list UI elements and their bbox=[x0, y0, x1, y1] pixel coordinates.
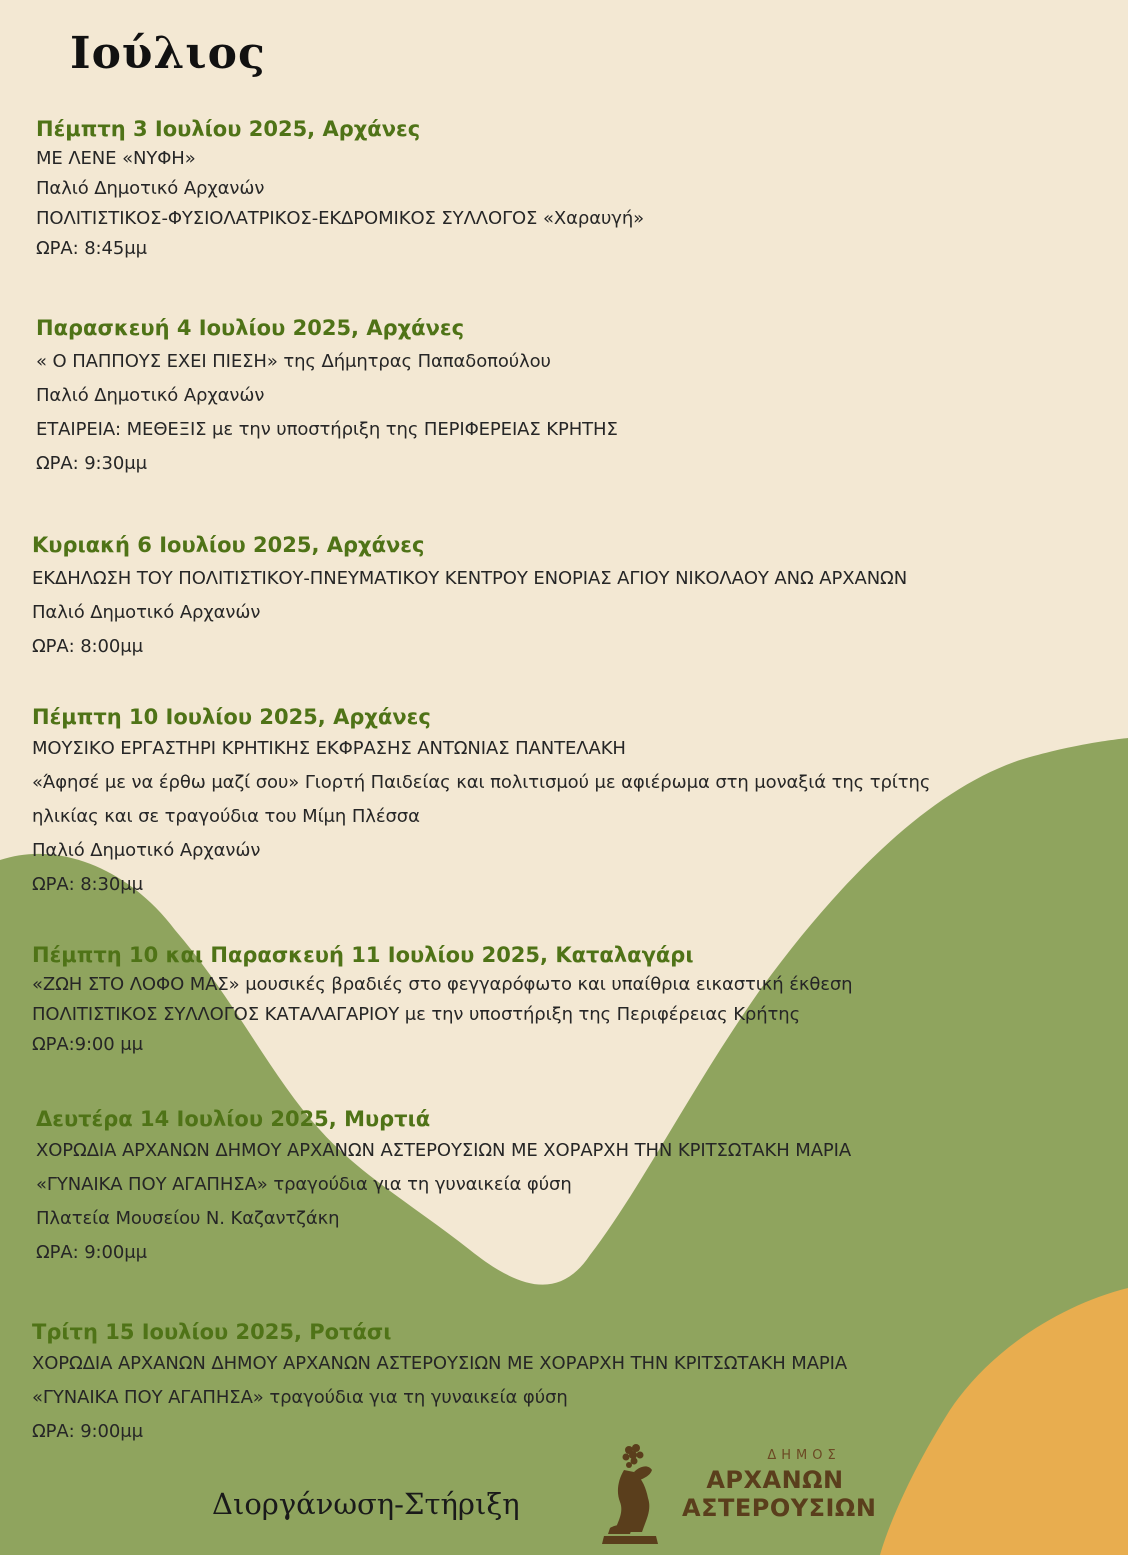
event-venue: Παλιό Δημοτικό Αρχανών bbox=[36, 178, 265, 199]
event-time: ΩΡΑ: 8:30μμ bbox=[32, 874, 143, 895]
event-card bbox=[36, 313, 618, 481]
organizer-label: Διοργάνωση-Στήριξη bbox=[212, 1487, 520, 1521]
event-heading: Παρασκευή 4 Ιουλίου 2025, Αρχάνες bbox=[36, 316, 465, 340]
event-time: ΩΡΑ: 9:00μμ bbox=[36, 1242, 147, 1263]
event-description: «ΓΥΝΑΙΚΑ ΠΟΥ ΑΓΑΠΗΣΑ» τραγούδια για τη γυναικεία φύση bbox=[36, 1174, 572, 1195]
event-venue: Παλιό Δημοτικό Αρχανών bbox=[36, 385, 265, 406]
event-heading: Κυριακή 6 Ιουλίου 2025, Αρχάνες bbox=[32, 533, 425, 557]
event-title: ΕΚΔΗΛΩΣΗ ΤΟΥ ΠΟΛΙΤΙΣΤΙΚΟΥ-ΠΝΕΥΜΑΤΙΚΟΥ ΚΕΝΤΡΟΥ ΕΝΟΡΙΑΣ ΑΓΙΟΥ ΝΙΚΟΛΑΟΥ ΑΝΩ ΑΡΧΑΝΩΝ bbox=[32, 568, 908, 589]
event-description: «ΓΥΝΑΙΚΑ ΠΟΥ ΑΓΑΠΗΣΑ» τραγούδια για τη γυναικεία φύση bbox=[32, 1387, 568, 1408]
event-organizer: ΠΟΛΙΤΙΣΤΙΚΟΣ ΣΥΛΛΟΓΟΣ ΚΑΤΑΛΑΓΑΡΙΟΥ με την υποστήριξη της Περιφέρειας Κρήτης bbox=[32, 1004, 801, 1025]
event-organizer: ΠΟΛΙΤΙΣΤΙΚΟΣ-ΦΥΣΙΟΛΑΤΡΙΚΟΣ-ΕΚΔΡΟΜΙΚΟΣ ΣΥΛΛΟΓΟΣ «Χαραυγή» bbox=[36, 208, 645, 229]
event-heading: Πέμπτη 10 και Παρασκευή 11 Ιουλίου 2025, Καταλαγάρι bbox=[32, 943, 694, 967]
event-card bbox=[32, 530, 907, 664]
event-card bbox=[36, 1104, 851, 1270]
event-heading: Τρίτη 15 Ιουλίου 2025, Ροτάσι bbox=[32, 1320, 392, 1344]
logo-name-line1: ΑΡΧΑΝΩΝ bbox=[706, 1466, 844, 1494]
event-time: ΩΡΑ:9:00 μμ bbox=[32, 1034, 143, 1055]
logo-name-line2: ΑΣΤΕΡΟΥΣΙΩΝ bbox=[682, 1494, 877, 1522]
event-venue: Πλατεία Μουσείου Ν. Καζαντζάκη bbox=[36, 1208, 340, 1229]
event-time: ΩΡΑ: 8:45μμ bbox=[36, 238, 147, 259]
event-title: « Ο ΠΑΠΠΟΥΣ ΕΧΕΙ ΠΙΕΣΗ» της Δήμητρας Παπαδοπούλου bbox=[36, 351, 551, 372]
logo-figure-icon bbox=[596, 1440, 686, 1550]
municipality-logo bbox=[596, 1440, 876, 1550]
event-description: «Άφησέ με να έρθω μαζί σου» Γιορτή Παιδείας και πολιτισμού με αφιέρωμα στη μοναξιά της τρίτης bbox=[32, 772, 931, 793]
event-description: ηλικίας και σε τραγούδια του Μίμη Πλέσσα bbox=[32, 806, 420, 827]
event-card bbox=[32, 940, 853, 1060]
event-title: ΜΟΥΣΙΚΟ ΕΡΓΑΣΤΗΡΙ ΚΡΗΤΙΚΗΣ ΕΚΦΡΑΣΗΣ ΑΝΤΩΝΙΑΣ ΠΑΝΤΕΛΑΚΗ bbox=[32, 738, 626, 759]
event-time: ΩΡΑ: 9:00μμ bbox=[32, 1421, 143, 1442]
event-organizer: ΕΤΑΙΡΕΙΑ: ΜΕΘΕΞΙΣ με την υποστήριξη της ΠΕΡΙΦΕΡΕΙΑΣ ΚΡΗΤΗΣ bbox=[36, 419, 618, 440]
month-title: Ιούλιος bbox=[70, 28, 266, 79]
event-card bbox=[32, 1317, 847, 1449]
event-title: «ΖΩΗ ΣΤΟ ΛΟΦΟ ΜΑΣ» μουσικές βραδιές στο φεγγαρόφωτο και υπαίθρια εικαστική έκθεση bbox=[32, 974, 853, 995]
event-venue: Παλιό Δημοτικό Αρχανών bbox=[32, 602, 261, 623]
event-card bbox=[36, 114, 644, 264]
event-time: ΩΡΑ: 8:00μμ bbox=[32, 636, 143, 657]
event-heading: Δευτέρα 14 Ιουλίου 2025, Μυρτιά bbox=[36, 1107, 431, 1131]
event-title: ΧΟΡΩΔΙΑ ΑΡΧΑΝΩΝ ΔΗΜΟΥ ΑΡΧΑΝΩΝ ΑΣΤΕΡΟΥΣΙΩΝ ΜΕ ΧΟΡΑΡΧΗ ΤΗΝ ΚΡΙΤΣΩΤΑΚΗ ΜΑΡΙΑ bbox=[32, 1353, 848, 1374]
event-heading: Πέμπτη 10 Ιουλίου 2025, Αρχάνες bbox=[32, 705, 431, 729]
logo-small-text: ΔΗΜΟΣ bbox=[767, 1448, 841, 1463]
event-title: ΧΟΡΩΔΙΑ ΑΡΧΑΝΩΝ ΔΗΜΟΥ ΑΡΧΑΝΩΝ ΑΣΤΕΡΟΥΣΙΩΝ ΜΕ ΧΟΡΑΡΧΗ ΤΗΝ ΚΡΙΤΣΩΤΑΚΗ ΜΑΡΙΑ bbox=[36, 1140, 852, 1161]
event-heading: Πέμπτη 3 Ιουλίου 2025, Αρχάνες bbox=[36, 117, 421, 141]
event-title: ΜΕ ΛΕΝΕ «ΝΥΦΗ» bbox=[36, 148, 196, 169]
event-time: ΩΡΑ: 9:30μμ bbox=[36, 453, 147, 474]
event-card bbox=[32, 702, 930, 902]
event-venue: Παλιό Δημοτικό Αρχανών bbox=[32, 840, 261, 861]
